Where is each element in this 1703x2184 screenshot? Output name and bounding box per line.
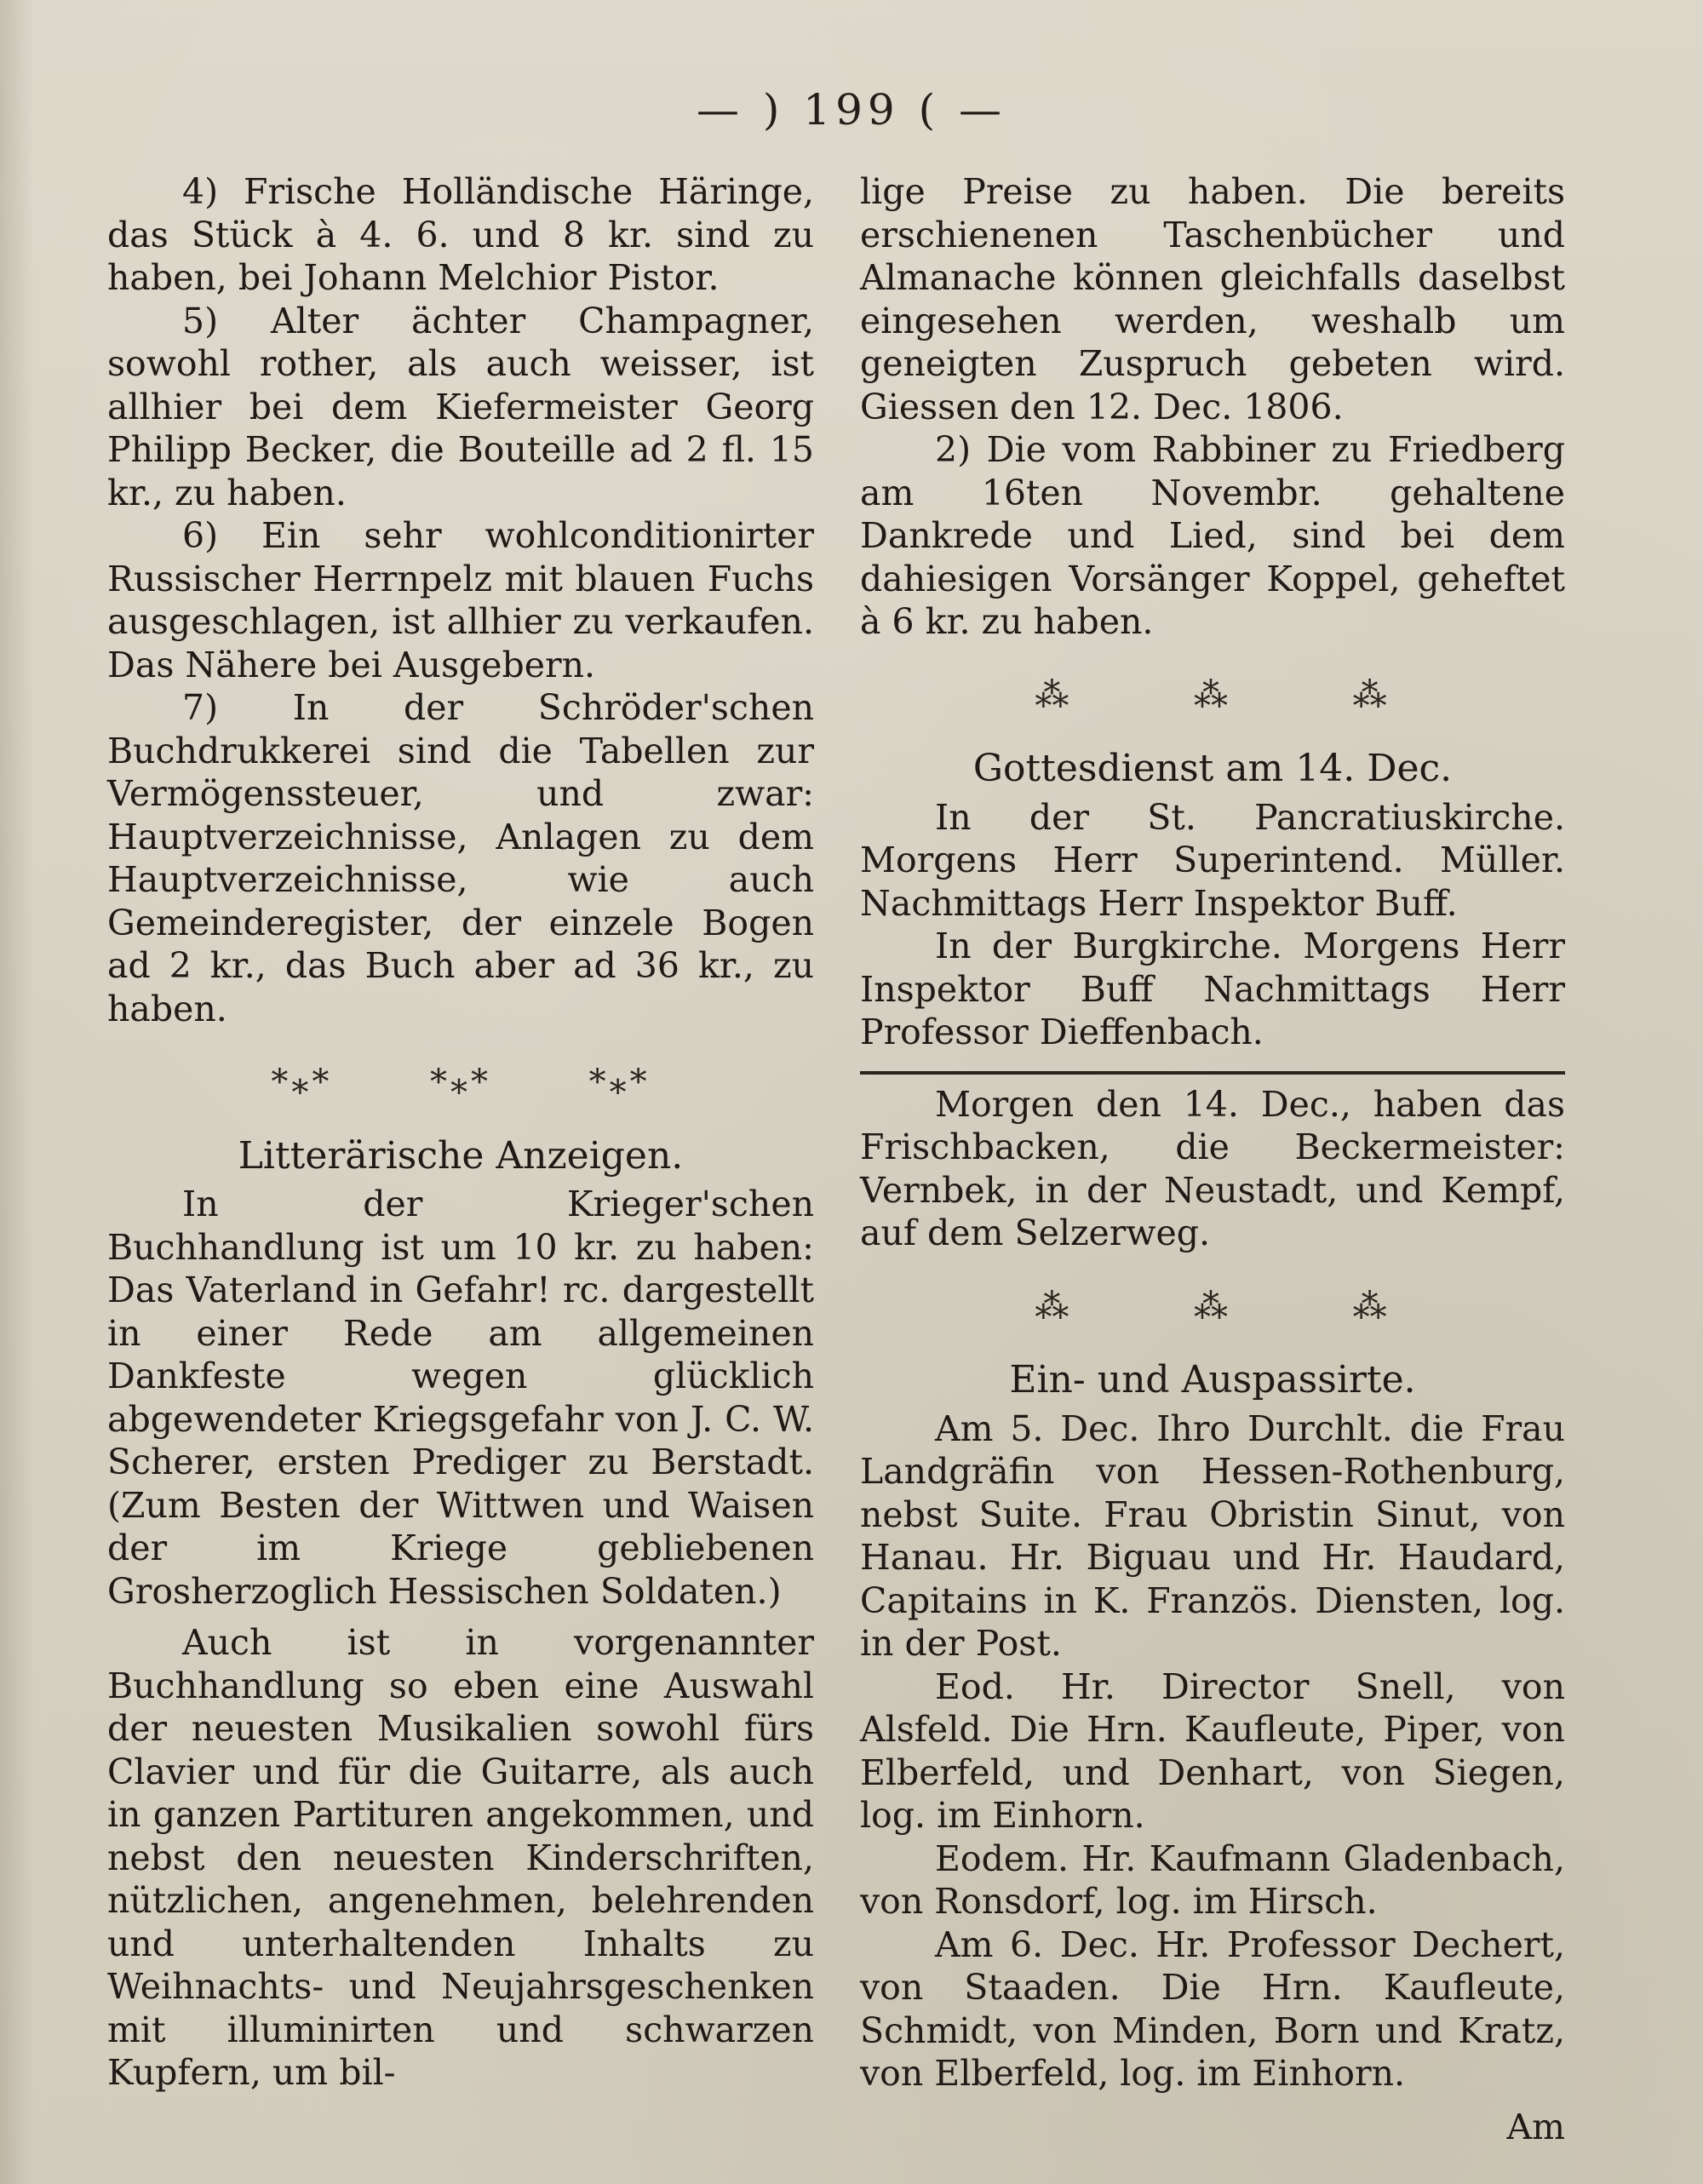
section-rule <box>860 1071 1565 1075</box>
asterism-mark: ⁂ <box>1193 675 1231 715</box>
travelers-paragraph: Eodem. Hr. Kaufmann Gladenbach, von Ronsdorf, log. im Hirsch. <box>860 1837 1565 1922</box>
notice-2: 2) Die vom Rabbiner zu Friedberg am 16ten Novembr. gehaltene Dankrede und Lied, sind bei dem dahiesigen Vorsänger Koppel, geheftet à 6 kr. zu haben. <box>860 429 1565 642</box>
literary-paragraph: In der Krieger'schen Buchhandlung ist um 10 kr. zu haben: Das Vaterland in Gefahr! rc. dargestellt in einer Rede am allgemeinen Dankfeste wegen glücklich abgewendeter Kriegsgefahr von J. C. W. Scherer, ersten Prediger zu Berstadt. (Zum Besten der Wittwen und Waisen der im Kriege gebliebenen Grosherzoglich Hessischen Soldaten.) <box>107 1184 814 1612</box>
right-column <box>860 170 1565 2148</box>
catchword: Am <box>1506 2106 1565 2147</box>
travelers-paragraph: Am 5. Dec. Ihro Durchlt. die Frau Landgräfin von Hessen-Rothenburg, nebst Suite. Frau Obristin Sinut, von Hanau. Hr. Biguau und Hr. Haudard, Capitains in K. Französ. Diensten, log. in der Post. <box>860 1407 1565 1664</box>
travelers-paragraph: Eod. Hr. Director Snell, von Alsfeld. Die Hrn. Kaufleute, Piper, von Elberfeld, und Denhart, von Siegen, log. im Einhorn. <box>860 1665 1565 1836</box>
asterism-mark: *⁎* <box>429 1063 491 1102</box>
continuation-paragraph: lige Preise zu haben. Die bereits erschienenen Taschenbücher und Almanache können gleichfalls daselbst eingesehen werden, weshalb um geneigten Zuspruch gebeten wird. Giessen den 12. Dec. 1806. <box>860 171 1565 427</box>
literary-heading: Litterärische Anzeigen. <box>238 1133 684 1178</box>
travelers-heading: Ein- und Auspassirte. <box>1009 1358 1416 1402</box>
notice-5: 5) Alter ächter Champagner, sowohl rother, als auch weisser, ist allhier bei dem Kiefermeister Georg Philipp Becker, die Bouteille ad 2 fl. 15 kr., zu haben. <box>107 300 814 513</box>
asterism-divider <box>974 674 1451 718</box>
notice-7: 7) In der Schröder'schen Buchdrukkerei sind die Tabellen zur Vermögenssteuer, und zwar: Hauptverzeichnisse, Anlagen zu dem Hauptverzeichnisse, wie auch Gemeinderegister, der einzele Bogen ad 2 kr., das Buch aber ad 36 kr., zu haben. <box>107 687 814 1029</box>
asterism-mark: *⁎* <box>271 1063 333 1102</box>
asterism-mark: ⁂ <box>1035 1287 1073 1327</box>
literary-paragraph: Auch ist in vorgenannter Buchhandlung so eben eine Auswahl der neuesten Musikalien sowohl fürs Clavier und für die Guitarre, als auch in ganzen Partituren angekommen, und nebst den neuesten Kinderschriften, nützlichen, angenehmen, belehrenden und unterhaltenden Inhalts zu Weihnachts- und Neujahrsgeschenken mit illuminirten und schwarzen Kupfern, um bil- <box>107 1622 814 2093</box>
service-heading: Gottesdienst am 14. Dec. <box>972 747 1453 790</box>
asterism-mark: ⁂ <box>1193 1287 1231 1327</box>
asterism-mark: ⁂ <box>1035 675 1073 715</box>
asterism-mark: ⁂ <box>1352 1287 1390 1327</box>
page-number: — ) 199 ( — <box>696 85 1007 135</box>
travelers-paragraph: Am 6. Dec. Hr. Professor Dechert, von Staaden. Die Hrn. Kaufleute, Schmidt, von Minden, Born und Kratz, von Elberfeld, log. im Einhorn. <box>860 1923 1565 2094</box>
service-paragraph: In der St. Pancratiuskirche. Morgens Herr Superintend. Müller. Nachmittags Herr Inspektor Buff. <box>860 796 1565 924</box>
page-edge-shadow <box>0 0 34 2184</box>
notice-6: 6) Ein sehr wohlconditionirter Russischer Herrnpelz mit blauen Fuchs ausgeschlagen, ist allhier zu verkaufen. Das Nähere bei Ausgebern. <box>107 515 814 685</box>
service-paragraph: In der Burgkirche. Morgens Herr Inspektor Buff Nachmittags Herr Professor Dieffenbach. <box>860 926 1565 1052</box>
asterism-mark: *⁎* <box>588 1063 651 1102</box>
notice-4: 4) Frische Holländische Häringe, das Stück à 4. 6. und 8 kr. sind zu haben, bei Johann Melchior Pistor. <box>107 171 814 298</box>
asterism-divider <box>222 1061 699 1104</box>
asterism-divider <box>974 1286 1451 1329</box>
left-column <box>107 170 814 2095</box>
asterism-mark: ⁂ <box>1352 675 1390 715</box>
bakers-notice: Morgen den 14. Dec., haben das Frischbacken, die Beckermeister: Vernbek, in der Neustadt, und Kempf, auf dem Selzerweg. <box>860 1083 1565 1253</box>
